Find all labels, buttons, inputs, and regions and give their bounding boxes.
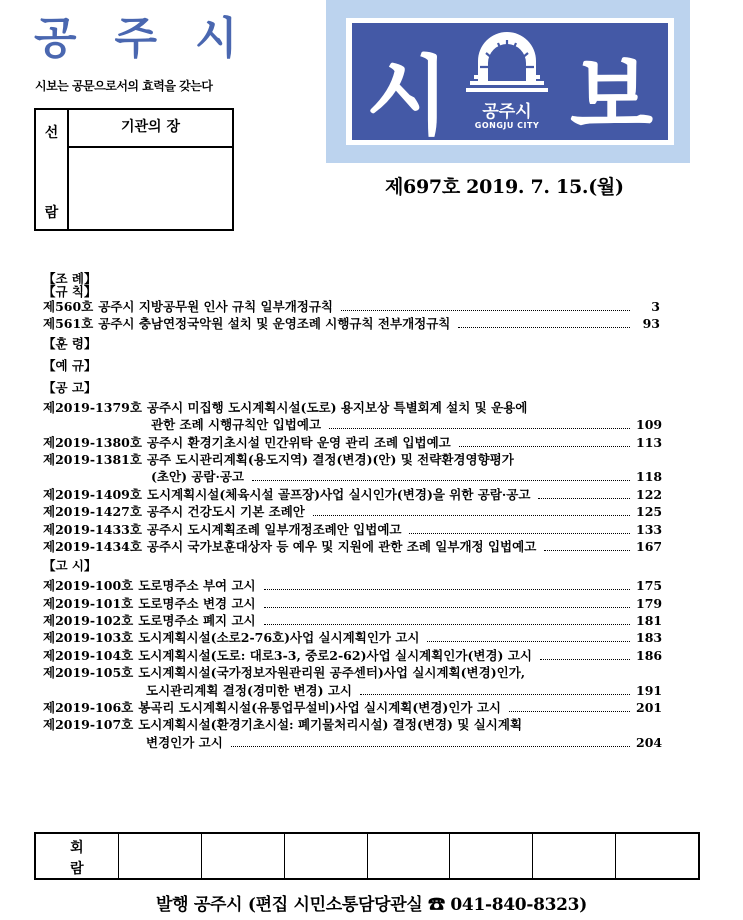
leader-dots (264, 623, 630, 625)
city-title: 공주시 (34, 13, 276, 64)
entry-page: 181 (636, 613, 663, 629)
entry-title: 도시계획시설(소로2-76호)사업 실시계획인가 고시 (138, 630, 420, 646)
entry-page: 183 (636, 630, 663, 646)
entry-page: 201 (636, 700, 663, 716)
table-of-contents (43, 271, 663, 751)
toc-entry[interactable] (43, 595, 663, 612)
hoeram-sign-cell (201, 834, 284, 878)
entry-title: 공주시 국가보훈대상자 등 예우 및 지원에 관한 조례 일부개정 입법예고 (146, 538, 537, 554)
leader-dots (252, 479, 630, 481)
entry-title: 도시계획시설(국가정보자원관리원 공주센터)사업 실시계획(변경)인가, (138, 665, 526, 681)
leader-dots (360, 693, 630, 695)
banner-char-si: 시 (366, 47, 450, 147)
entry-number: 제2019-1433호 (43, 521, 142, 537)
leader-dots (264, 606, 630, 608)
entry-page: 204 (636, 734, 663, 750)
entry-title: 도시계획시설(환경기초시설: 폐기물처리시설) 결정(변경) 및 실시계획 (138, 717, 523, 733)
hoeram-sign-cell (367, 834, 450, 878)
toc-entry[interactable] (43, 612, 663, 629)
entry-title-continued: 도시관리계획 결정(경미한 변경) 고시 (146, 682, 353, 698)
entry-title: 공주시 환경기초시설 민간위탁 운영 관리 조례 입법예고 (146, 434, 451, 450)
arch-gate-icon (464, 31, 550, 97)
sunram-header: 기관의 장 (69, 110, 232, 148)
entry-number: 제2019-1427호 (43, 504, 142, 520)
toc-entry[interactable] (43, 629, 663, 646)
gongju-logo (464, 31, 550, 135)
entry-number: 제2019-1380호 (43, 434, 142, 450)
entry-number: 제2019-1379호 (43, 399, 142, 415)
logo-name-ko: 공주시 (482, 102, 532, 122)
toc-section-heading: 【공 고】 (43, 379, 97, 395)
leader-dots (458, 326, 630, 328)
toc-section-heading: 【조 례】 (43, 271, 97, 286)
leader-dots (540, 658, 630, 660)
entry-number: 제2019-1409호 (43, 486, 142, 502)
entry-page: 125 (636, 504, 663, 520)
publisher-footer: 발행 공주시 (편집 시민소통담당관실 ☎ 041-840-8323) (156, 895, 587, 915)
leader-dots (264, 588, 630, 590)
entry-number: 제560호 (43, 299, 94, 314)
entry-title: 공주시 미집행 도시계획시설(도로) 용지보상 특별회계 설치 및 운용에 (146, 399, 528, 415)
entry-number: 제2019-1434호 (43, 538, 142, 554)
entry-page: 122 (636, 486, 663, 502)
hoeram-box (34, 832, 700, 880)
toc-entry[interactable] (43, 503, 663, 520)
entry-number: 제2019-102호 (43, 613, 134, 629)
entry-number: 제2019-100호 (43, 578, 134, 594)
toc-entry[interactable] (43, 647, 663, 664)
issue-number-date: 제697호 2019. 7. 15.(월) (385, 176, 624, 198)
entry-title: 공주시 지방공무원 인사 규칙 일부개정규칙 (98, 299, 334, 314)
hoeram-sign-cell (284, 834, 367, 878)
entry-title: 도시계획시설(도로: 대로3-3, 중로2-62)사업 실시계획인가(변경) 고시 (138, 647, 532, 663)
entry-number: 제2019-104호 (43, 647, 134, 663)
toc-entry[interactable] (43, 298, 660, 315)
toc-section-heading: 【고 시】 (43, 558, 97, 574)
hoeram-label-cell (36, 834, 118, 878)
toc-entry[interactable] (43, 315, 660, 332)
toc-entry[interactable] (43, 716, 663, 751)
toc-entry[interactable] (43, 434, 663, 451)
leader-dots (231, 745, 630, 747)
leader-dots (313, 514, 630, 516)
toc-section-heading: 【예 규】 (43, 357, 97, 373)
entry-page: 109 (636, 417, 663, 433)
hoeram-sign-cell (615, 834, 698, 878)
sunram-box (34, 108, 234, 231)
entry-title: 공주시 충남연정국악원 설치 및 운영조례 시행규칙 전부개정규칙 (98, 316, 451, 332)
leader-dots (329, 427, 630, 429)
sibo-banner (326, 0, 690, 163)
hoeram-sign-cell (449, 834, 532, 878)
entry-number: 제561호 (43, 316, 94, 332)
banner-char-bo: 보 (570, 47, 654, 147)
leader-dots (409, 532, 630, 534)
entry-number: 제2019-103호 (43, 630, 134, 646)
toc-entry[interactable] (43, 699, 663, 716)
entry-page: 133 (636, 521, 663, 537)
toc-section-heading: 【훈 령】 (43, 335, 97, 351)
sunram-label-bottom: 람 (44, 205, 59, 221)
toc-entry[interactable] (43, 538, 663, 555)
hoeram-sign-cell (532, 834, 615, 878)
toc-entry[interactable] (43, 577, 663, 594)
sunram-label-top: 선 (44, 125, 59, 141)
entry-title: 공주시 건강도시 기본 조례안 (146, 504, 305, 520)
toc-entry[interactable] (43, 399, 663, 434)
leader-dots (544, 549, 630, 551)
hoeram-label-top: 회 (70, 840, 84, 856)
toc-entry[interactable] (43, 451, 663, 486)
hoeram-label-bottom: 람 (70, 861, 84, 877)
entry-title: 공주시 도시계획조례 일부개정조례안 입법예고 (146, 521, 402, 537)
banner-frame (346, 18, 674, 145)
hoeram-sign-cell (118, 834, 201, 878)
toc-entry[interactable] (43, 664, 663, 699)
entry-page: 118 (636, 469, 663, 485)
entry-title-continued: 변경인가 고시 (146, 734, 223, 750)
entry-page: 179 (636, 595, 663, 611)
entry-title-continued: 관한 조례 시행규칙안 입법예고 (151, 417, 322, 433)
entry-page: 186 (636, 647, 663, 663)
entry-number: 제2019-106호 (43, 700, 134, 716)
entry-title-continued: (초안) 공람·공고 (151, 469, 244, 485)
entry-title: 봉곡리 도시계획시설(유통업무설비)사업 실시계획(변경)인가 고시 (138, 700, 501, 716)
toc-entry[interactable] (43, 486, 663, 503)
entry-number: 제2019-107호 (43, 717, 134, 733)
leader-dots (459, 445, 630, 447)
sunram-label-column (36, 110, 69, 229)
entry-title: 도로명주소 부여 고시 (138, 578, 256, 594)
banner-panel (352, 23, 668, 147)
leader-dots (538, 497, 630, 499)
entry-page: 93 (642, 316, 660, 332)
entry-page: 3 (651, 299, 660, 314)
entry-page: 113 (636, 434, 663, 450)
leader-dots (427, 640, 630, 642)
entry-page: 175 (636, 578, 663, 594)
entry-number: 제2019-1381호 (43, 451, 142, 467)
entry-title: 공주 도시관리계획(용도지역) 결정(변경)(안) 및 전략환경영향평가 (146, 451, 514, 467)
leader-dots (341, 309, 630, 311)
logo-name-en: GONGJU CITY (474, 121, 540, 130)
entry-title: 도로명주소 변경 고시 (138, 595, 256, 611)
motto: 시보는 공문으로서의 효력을 갖는다 (35, 79, 213, 93)
entry-page: 167 (636, 538, 663, 554)
entry-title: 도시계획시설(체육시설 골프장)사업 실시인가(변경)을 위한 공람·공고 (146, 486, 531, 502)
entry-title: 도로명주소 폐지 고시 (138, 613, 256, 629)
entry-page: 191 (636, 682, 663, 698)
entry-number: 제2019-105호 (43, 665, 134, 681)
toc-section-heading: 【규 칙】 (43, 284, 97, 299)
toc-entry[interactable] (43, 521, 663, 538)
leader-dots (509, 710, 630, 712)
entry-number: 제2019-101호 (43, 595, 134, 611)
